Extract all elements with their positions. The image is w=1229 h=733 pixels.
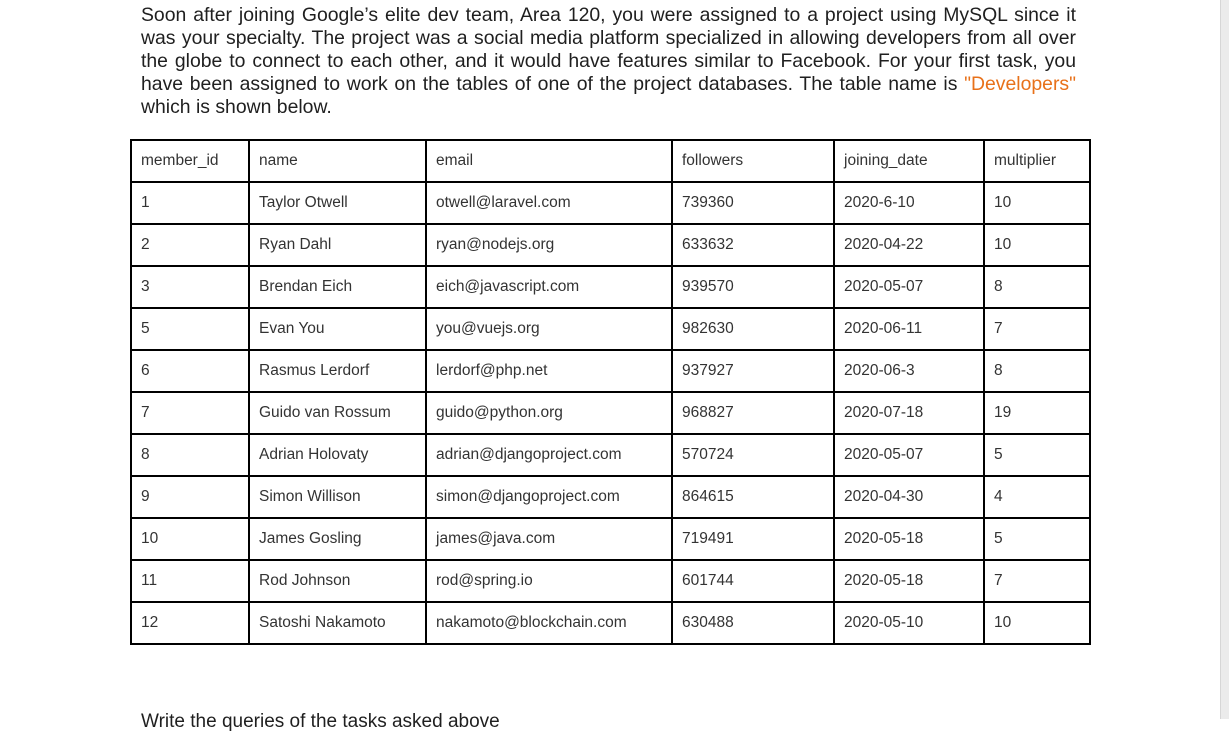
intro-text: Soon after joining Google’s elite dev team, Area 120, you were assigned to a project using MySQL since it was your specialty. The project was a social media platform specialized in allowing developers from all over the globe to connect to each other, and it would have features similar to Facebook. For your first task, you have been assigned to work on the tables of one of the project databases. The table name is xyxy=(141,4,1076,95)
table-row xyxy=(131,392,1090,434)
table-cell-multiplier: 8 xyxy=(984,350,1090,392)
table-cell-member-id: 3 xyxy=(131,266,249,308)
table-row xyxy=(131,434,1090,476)
table-cell-followers: 719491 xyxy=(672,518,834,560)
table-cell-email: simon@djangoproject.com xyxy=(426,476,672,518)
table-cell-joining-date: 2020-05-10 xyxy=(834,602,984,644)
table-cell-email: ryan@nodejs.org xyxy=(426,224,672,266)
table-cell-multiplier: 8 xyxy=(984,266,1090,308)
table-cell-followers: 601744 xyxy=(672,560,834,602)
table-cell-followers: 633632 xyxy=(672,224,834,266)
table-cell-email: otwell@laravel.com xyxy=(426,182,672,224)
table-cell-name: James Gosling xyxy=(249,518,426,560)
table-row xyxy=(131,224,1090,266)
table-cell-followers: 570724 xyxy=(672,434,834,476)
table-row xyxy=(131,476,1090,518)
table-cell-multiplier: 19 xyxy=(984,392,1090,434)
table-row xyxy=(131,266,1090,308)
table-header xyxy=(131,140,1090,182)
table-cell-email: nakamoto@blockchain.com xyxy=(426,602,672,644)
table-cell-member-id: 2 xyxy=(131,224,249,266)
table-cell-member-id: 9 xyxy=(131,476,249,518)
table-cell-member-id: 5 xyxy=(131,308,249,350)
table-cell-joining-date: 2020-05-07 xyxy=(834,434,984,476)
table-cell-email: adrian@djangoproject.com xyxy=(426,434,672,476)
table-cell-joining-date: 2020-6-10 xyxy=(834,182,984,224)
table-cell-name: Guido van Rossum xyxy=(249,392,426,434)
table-row xyxy=(131,602,1090,644)
developers-table xyxy=(130,139,1091,645)
header-cell: multiplier xyxy=(984,140,1090,182)
table-cell-name: Adrian Holovaty xyxy=(249,434,426,476)
table-cell-name: Brendan Eich xyxy=(249,266,426,308)
table-cell-member-id: 10 xyxy=(131,518,249,560)
table-cell-email: you@vuejs.org xyxy=(426,308,672,350)
table-row xyxy=(131,560,1090,602)
table-cell-name: Rod Johnson xyxy=(249,560,426,602)
table-cell-name: Taylor Otwell xyxy=(249,182,426,224)
table-header-row xyxy=(131,140,1090,182)
header-cell: email xyxy=(426,140,672,182)
intro-text-end: which is shown below. xyxy=(141,96,332,118)
table-cell-name: Ryan Dahl xyxy=(249,224,426,266)
table-body xyxy=(131,182,1090,644)
table-cell-followers: 864615 xyxy=(672,476,834,518)
table-cell-member-id: 1 xyxy=(131,182,249,224)
scrollbar-track[interactable] xyxy=(1220,0,1229,719)
table-cell-member-id: 7 xyxy=(131,392,249,434)
table-cell-joining-date: 2020-05-07 xyxy=(834,266,984,308)
table-cell-multiplier: 4 xyxy=(984,476,1090,518)
header-cell: name xyxy=(249,140,426,182)
table-cell-followers: 739360 xyxy=(672,182,834,224)
table-cell-multiplier: 5 xyxy=(984,518,1090,560)
header-cell: joining_date xyxy=(834,140,984,182)
table-cell-followers: 982630 xyxy=(672,308,834,350)
table-cell-followers: 630488 xyxy=(672,602,834,644)
table-cell-joining-date: 2020-06-3 xyxy=(834,350,984,392)
table-cell-email: lerdorf@php.net xyxy=(426,350,672,392)
table-row xyxy=(131,518,1090,560)
table-cell-multiplier: 10 xyxy=(984,224,1090,266)
table-row xyxy=(131,182,1090,224)
table-row xyxy=(131,308,1090,350)
table-cell-member-id: 12 xyxy=(131,602,249,644)
table-cell-joining-date: 2020-04-22 xyxy=(834,224,984,266)
table-cell-joining-date: 2020-07-18 xyxy=(834,392,984,434)
table-cell-multiplier: 7 xyxy=(984,560,1090,602)
table-cell-email: james@java.com xyxy=(426,518,672,560)
table-cell-joining-date: 2020-05-18 xyxy=(834,518,984,560)
table-cell-member-id: 6 xyxy=(131,350,249,392)
table-cell-joining-date: 2020-05-18 xyxy=(834,560,984,602)
table-cell-name: Simon Willison xyxy=(249,476,426,518)
table-cell-joining-date: 2020-06-11 xyxy=(834,308,984,350)
table-cell-followers: 937927 xyxy=(672,350,834,392)
table-cell-multiplier: 5 xyxy=(984,434,1090,476)
table-cell-name: Rasmus Lerdorf xyxy=(249,350,426,392)
task-prompt: Write the queries of the tasks asked above xyxy=(141,711,500,732)
table-cell-email: eich@javascript.com xyxy=(426,266,672,308)
table-cell-name: Evan You xyxy=(249,308,426,350)
table-cell-member-id: 8 xyxy=(131,434,249,476)
table-cell-multiplier: 10 xyxy=(984,602,1090,644)
table-name-highlight: "Developers" xyxy=(964,73,1076,95)
table-cell-multiplier: 7 xyxy=(984,308,1090,350)
table-cell-followers: 939570 xyxy=(672,266,834,308)
table-cell-email: guido@python.org xyxy=(426,392,672,434)
table-cell-name: Satoshi Nakamoto xyxy=(249,602,426,644)
table-cell-joining-date: 2020-04-30 xyxy=(834,476,984,518)
table-cell-multiplier: 10 xyxy=(984,182,1090,224)
header-cell: followers xyxy=(672,140,834,182)
table-cell-followers: 968827 xyxy=(672,392,834,434)
intro-paragraph xyxy=(141,4,1076,119)
header-cell: member_id xyxy=(131,140,249,182)
table-cell-email: rod@spring.io xyxy=(426,560,672,602)
table-cell-member-id: 11 xyxy=(131,560,249,602)
table-row xyxy=(131,350,1090,392)
